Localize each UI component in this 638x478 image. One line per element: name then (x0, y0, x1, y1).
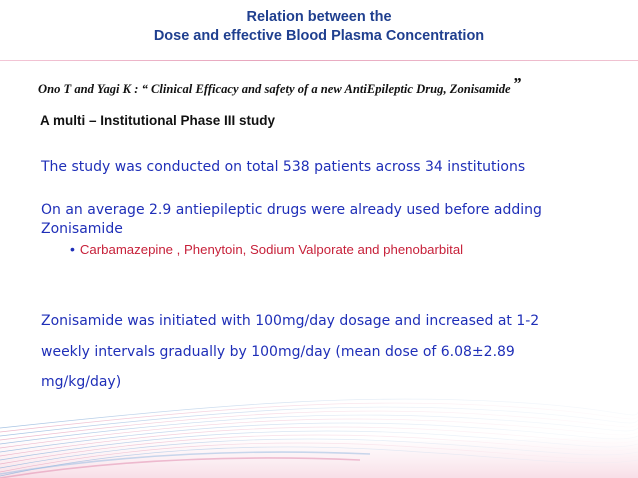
paragraph-dosage-line-1: Zonisamide was initiated with 100mg/day dosage and increased at 1-2 (41, 313, 540, 329)
paragraph-patients: The study was conducted on total 538 patients across 34 institutions (41, 159, 526, 175)
paragraph-prior-drugs (41, 201, 601, 239)
bullet-item-drugs (70, 240, 630, 259)
title-line-2: Dose and effective Blood Plasma Concentration (153, 28, 485, 44)
decorative-waves (0, 380, 638, 478)
study-subtitle: A multi – Institutional Phase III study (40, 113, 276, 128)
paragraph-prior-drugs-line-1: On an average 2.9 antiepileptic drugs were already used before adding (41, 202, 542, 218)
paragraph-prior-drugs-line-2: Zonisamide (41, 221, 123, 237)
slide-title (0, 8, 638, 46)
title-divider (0, 60, 638, 61)
paragraph-dosage-line-2: weekly intervals gradually by 100mg/day (mean dose of 6.08±2.89 (41, 343, 515, 360)
bullet-text: Carbamazepine , Phenytoin, Sodium Valporate and phenobarbital (79, 242, 464, 257)
paragraph-dosage-line-3: mg/kg/day) (41, 374, 122, 390)
bullet-marker: • (70, 241, 75, 257)
citation (38, 74, 628, 98)
citation-text: Ono T and Yagi K : “ Clinical Efficacy and safety of a new AntiEpileptic Drug, Zonisamide (38, 82, 511, 96)
title-line-1: Relation between the (246, 9, 392, 25)
citation-close-quote: ” (512, 74, 522, 93)
